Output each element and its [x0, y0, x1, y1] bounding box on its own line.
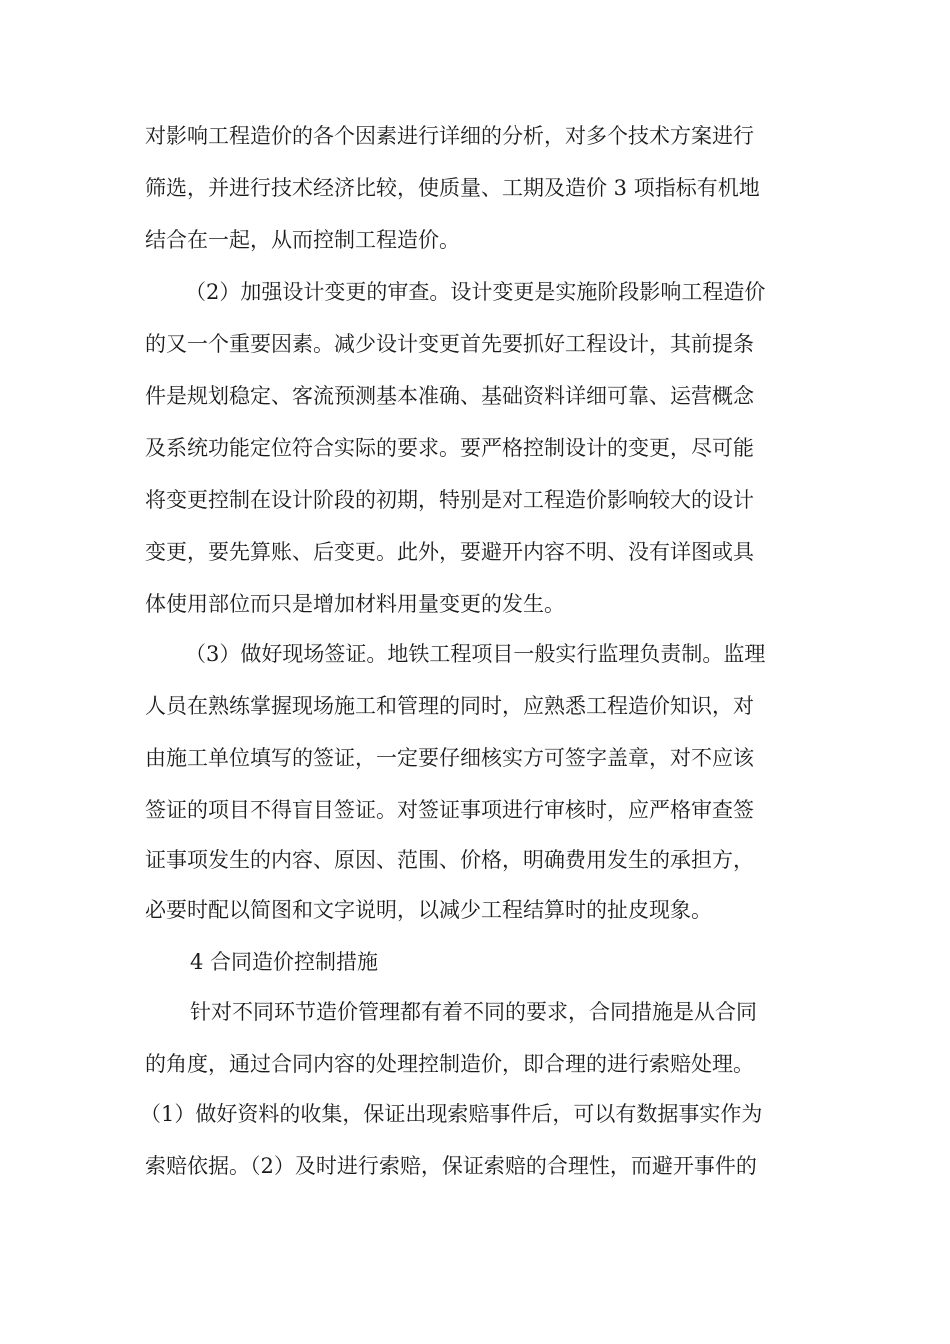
line-text: 对影响工程造价的各个因素进行详细的分析，对多个技术方案进行 [145, 124, 754, 148]
line-text: 人员在熟练掌握现场施工和管理的同时，应熟悉工程造价知识，对 [145, 694, 754, 718]
text-line [145, 1038, 950, 1090]
line-text: 必要时配以简图和文字说明，以减少工程结算时的扯皮现象。 [145, 898, 712, 922]
text-line [145, 474, 950, 526]
section-heading [190, 936, 950, 988]
line-text: 将变更控制在设计阶段的初期，特别是对工程造价影响较大的设计 [145, 488, 754, 512]
line-text: 及系统功能定位符合实际的要求。要严格控制设计的变更，尽可能 [145, 436, 754, 460]
line-text: 件是规划稳定、客流预测基本准确、基础资料详细可靠、运营概念 [145, 384, 754, 408]
line-text: （1）做好资料的收集，保证出现索赔事件后，可以有数据事实作为 [140, 1102, 763, 1126]
paragraph-start-line [185, 266, 950, 318]
text-line [145, 526, 950, 578]
line-text: 变更，要先算账、后变更。此外，要避开内容不明、没有详图或具 [145, 540, 754, 564]
text-line [145, 422, 950, 474]
line-text: （3）做好现场签证。地铁工程项目一般实行监理负责制。监理 [185, 642, 766, 666]
line-text: 的又一个重要因素。减少设计变更首先要抓好工程设计，其前提条 [145, 332, 754, 356]
text-line [145, 784, 950, 836]
text-line [145, 370, 950, 422]
line-text: 索赔依据。（2）及时进行索赔，保证索赔的合理性，而避开事件的 [145, 1154, 757, 1178]
line-text: 签证的项目不得盲目签证。对签证事项进行审核时，应严格审查签 [145, 798, 754, 822]
line-text: 证事项发生的内容、原因、范围、价格，明确费用发生的承担方， [145, 848, 754, 872]
text-line [145, 578, 950, 630]
line-text: 针对不同环节造价管理都有着不同的要求，合同措施是从合同 [190, 1000, 757, 1024]
paragraph-start-line [185, 628, 950, 680]
line-text: 的角度，通过合同内容的处理控制造价，即合理的进行索赔处理。 [145, 1052, 754, 1076]
text-line [145, 834, 950, 886]
text-line [145, 680, 950, 732]
paragraph-start-line [190, 986, 950, 1038]
line-text: （2）加强设计变更的审查。设计变更是实施阶段影响工程造价 [185, 280, 766, 304]
text-line [145, 214, 950, 266]
line-text: 由施工单位填写的签证，一定要仔细核实方可签字盖章，对不应该 [145, 746, 754, 770]
line-text: 结合在一起，从而控制工程造价。 [145, 228, 460, 252]
text-line [145, 884, 950, 936]
text-line [145, 162, 950, 214]
text-line [145, 732, 950, 784]
text-line [140, 1088, 950, 1140]
line-text: 体使用部位而只是增加材料用量变更的发生。 [145, 592, 565, 616]
text-line [145, 110, 950, 162]
text-line [145, 1140, 950, 1192]
line-text: 4 合同造价控制措施 [190, 950, 379, 974]
line-text: 筛选，并进行技术经济比较，使质量、工期及造价 3 项指标有机地 [145, 176, 760, 200]
text-line [145, 318, 950, 370]
